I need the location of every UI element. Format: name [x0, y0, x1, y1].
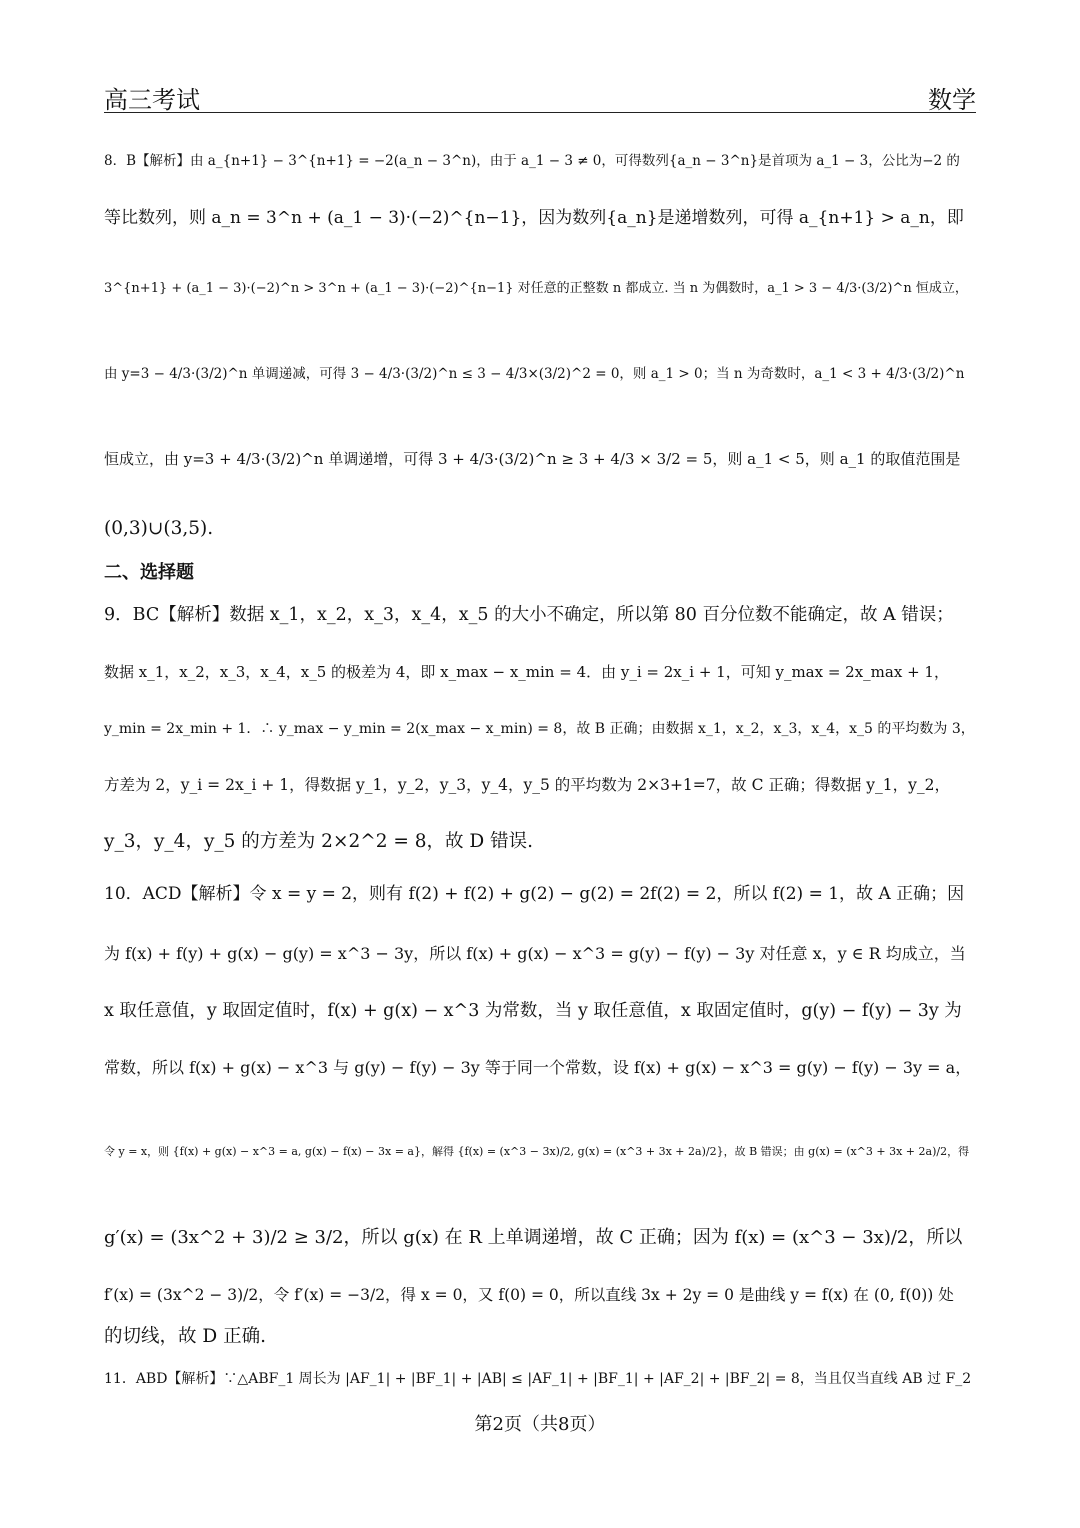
text-line: (0,3)∪(3,5).	[104, 518, 214, 539]
text-line: 恒成立，由 y=3 + 4/3·(3/2)^n 单调递增，可得 3 + 4/3·(3/2)^n ≥ 3 + 4/3 × 3/2 = 5，则 a_1 < 5，则 a_1 的取值范围是	[104, 450, 961, 468]
text-line: 3^{n+1} + (a_1 − 3)·(−2)^n > 3^n + (a_1 − 3)·(−2)^{n−1} 对任意的正整数 n 都成立. 当 n 为偶数时，a_1 > 3 − 4/3·(3/2)^n 恒成立，	[104, 281, 968, 296]
text-line: f′(x) = (3x^2 − 3)/2，令 f′(x) = −3/2，得 x = 0，又 f(0) = 0，所以直线 3x + 2y = 0 是曲线 y = f(x) 在 (0, f(0)) 处	[104, 1286, 954, 1304]
text-line: 11．ABD【解析】∵△ABF_1 周长为 |AF_1| + |BF_1| + |AB| ≤ |AF_1| + |BF_1| + |AF_2| + |BF_2| = 8，当且仅当直线 AB 过 F_2	[104, 1371, 972, 1387]
page-footer: 第2页（共8页）	[474, 1414, 606, 1435]
text-line: 为 f(x) + f(y) + g(x) − g(y) = x^3 − 3y，所以 f(x) + g(x) − x^3 = g(y) − f(y) − 3y 对任意 x，y ∈ R 均成立，当	[104, 944, 966, 963]
text-line: y_min = 2x_min + 1．∴ y_max − y_min = 2(x_max − x_min) = 8，故 B 正确；由数据 x_1，x_2，x_3，x_4，x_5 的平均数为 3，	[104, 721, 975, 737]
header-rule	[104, 112, 976, 113]
text-line: 方差为 2，y_i = 2x_i + 1，得数据 y_1，y_2，y_3，y_4，y_5 的平均数为 2×3+1=7，故 C 正确；得数据 y_1，y_2，	[104, 776, 951, 794]
header-subject: 数学	[928, 86, 976, 114]
text-line: 令 y = x，则 {f(x) + g(x) − x^3 = a, g(x) − f(x) − 3x = a}，解得 {f(x) = (x^3 − 3x)/2, g(x) = (x^3 + 3x + 2a)/2}，故 B 错误；由 g(x) = (x^3 + 3x + 2a)/2，得	[104, 1145, 970, 1158]
text-line: 常数，所以 f(x) + g(x) − x^3 与 g(y) − f(y) − 3y 等于同一个常数，设 f(x) + g(x) − x^3 = g(y) − f(y) − 3y = a，	[104, 1058, 972, 1077]
text-line: 等比数列，则 a_n = 3^n + (a_1 − 3)·(−2)^{n−1}，因为数列{a_n}是递增数列，可得 a_{n+1} > a_n，即	[104, 208, 964, 228]
section-heading: 二、选择题	[104, 562, 194, 583]
text-line: x 取任意值，y 取固定值时，f(x) + g(x) − x^3 为常数，当 y 取任意值，x 取固定值时，g(y) − f(y) − 3y 为	[104, 1001, 962, 1021]
text-line: 数据 x_1，x_2，x_3，x_4，x_5 的极差为 4，即 x_max − x_min = 4．由 y_i = 2x_i + 1，可知 y_max = 2x_max + 1，	[104, 663, 949, 681]
text-line: 8．B【解析】由 a_{n+1} − 3^{n+1} = −2(a_n − 3^n)，由于 a_1 − 3 ≠ 0，可得数列{a_n − 3^n}是首项为 a_1 − 3，公比为−2 的	[104, 153, 960, 169]
header-exam-title: 高三考试	[104, 86, 200, 114]
text-line: g′(x) = (3x^2 + 3)/2 ≥ 3/2，所以 g(x) 在 R 上单调递增，故 C 正确；因为 f(x) = (x^3 − 3x)/2，所以	[104, 1227, 963, 1248]
text-line: 的切线，故 D 正确.	[104, 1326, 266, 1347]
text-line: 9．BC【解析】数据 x_1，x_2，x_3，x_4，x_5 的大小不确定，所以第 80 百分位数不能确定，故 A 错误；	[104, 605, 954, 625]
text-line: 由 y=3 − 4/3·(3/2)^n 单调递减，可得 3 − 4/3·(3/2)^n ≤ 3 − 4/3×(3/2)^2 = 0，则 a_1 > 0；当 n 为奇数时，a_1 < 3 + 4/3·(3/2)^n	[104, 366, 965, 382]
text-line: 10．ACD【解析】令 x = y = 2，则有 f(2) + f(2) + g(2) − g(2) = 2f(2) = 2，所以 f(2) = 1，故 A 正确；因	[104, 884, 965, 904]
text-line: y_3，y_4，y_5 的方差为 2×2^2 = 8，故 D 错误.	[104, 831, 533, 852]
